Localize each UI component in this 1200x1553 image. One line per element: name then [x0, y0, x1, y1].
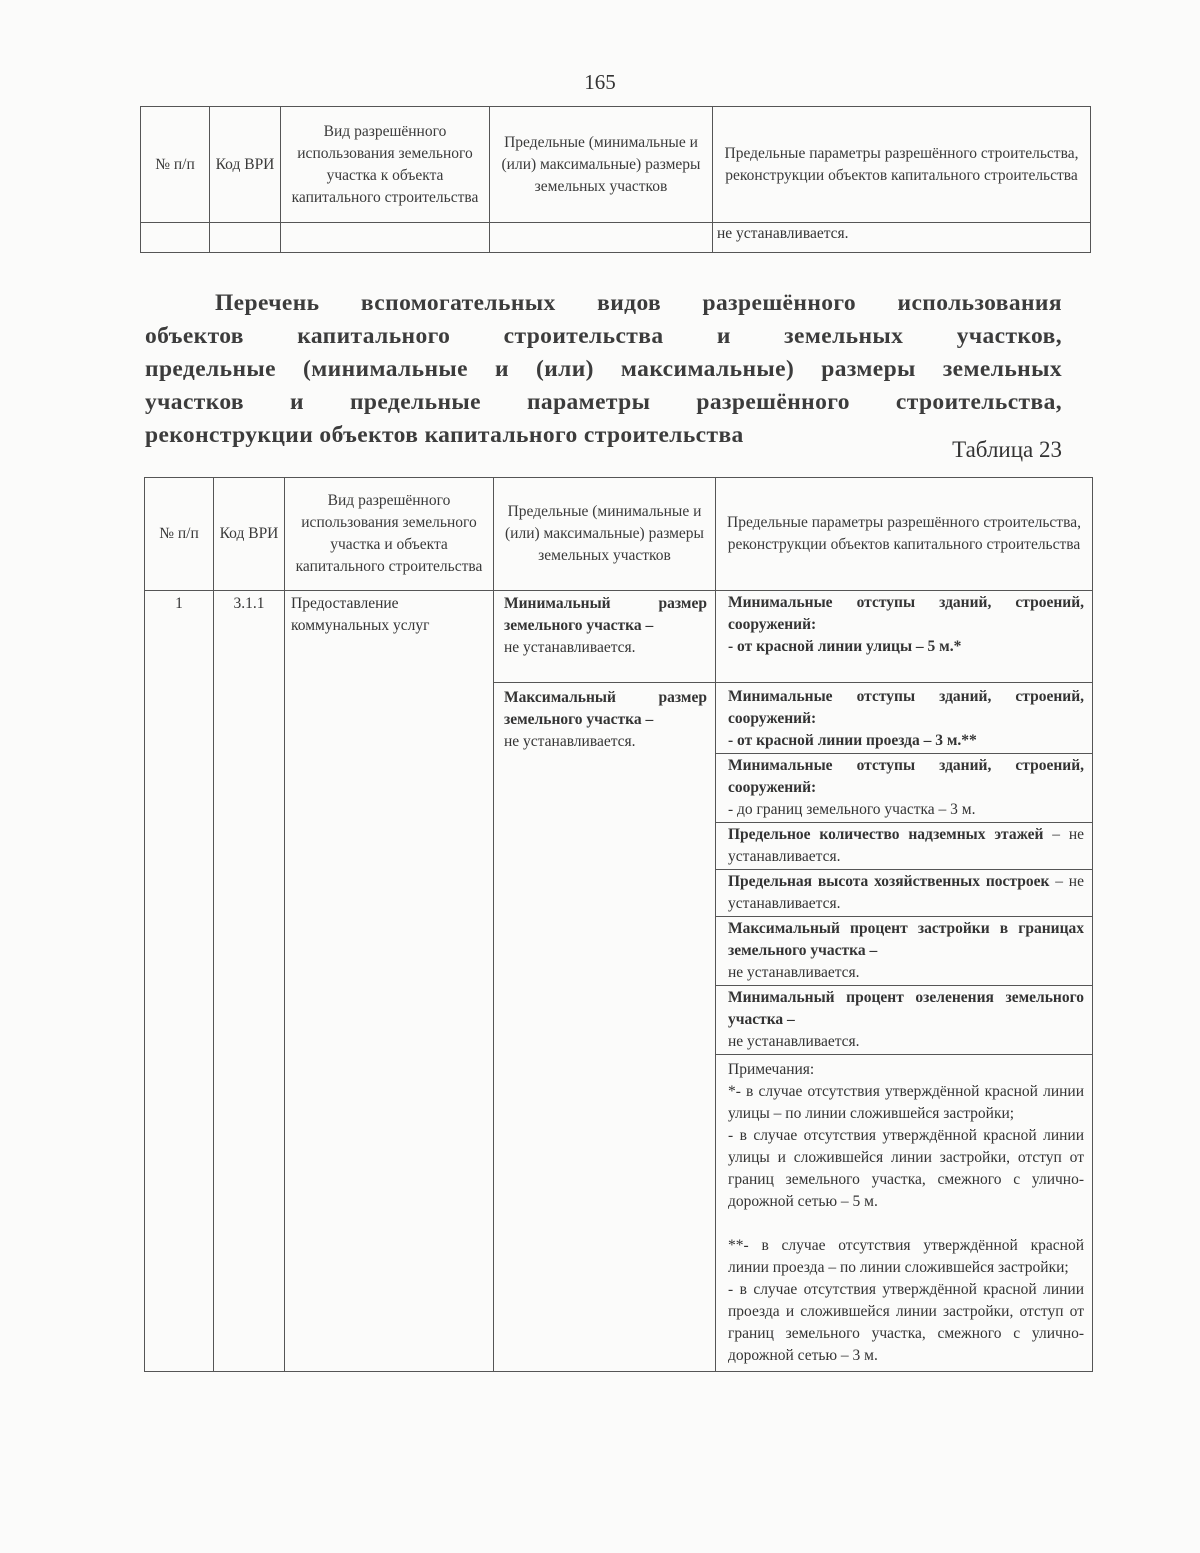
header-num: № п/п	[145, 478, 214, 591]
empty-cell	[281, 223, 490, 253]
param-5-value: – не устанавливается.	[728, 873, 1084, 912]
param-7-value: не устанавливается.	[728, 1033, 860, 1050]
header-num: № п/п	[141, 107, 210, 223]
notes-spacer	[728, 1213, 1084, 1235]
header-params: Предельные параметры разрешённого строительства, реконструкции объектов капитального строительства	[716, 478, 1093, 591]
size-min-value: не устанавливается.	[504, 639, 636, 656]
params-stack	[716, 683, 1093, 1372]
param-6-value: не устанавливается.	[728, 964, 860, 981]
header-sizes: Предельные (минимальные и (или) максимальные) размеры земельных участков	[490, 107, 713, 223]
param-1-value: - от красной линии улицы – 5 м.*	[728, 638, 962, 655]
param-6	[716, 917, 1092, 986]
size-min-cell	[494, 591, 716, 683]
heading-line: участков и предельные параметры разрешённого строительства,	[145, 389, 1062, 415]
page-number: 165	[584, 70, 616, 94]
params-tail: не устанавливается.	[713, 223, 1091, 253]
header-code: Код ВРИ	[210, 107, 281, 223]
param-3-title: Минимальные отступы зданий, строений, сооружений:	[728, 757, 1084, 796]
param-5-title: Предельная высота хозяйственных построек	[728, 873, 1050, 890]
param-1	[716, 591, 1093, 683]
param-4	[716, 823, 1092, 870]
note-4: - в случае отсутствия утверждённой красной линии проезда и сложившейся линии застройки, отступ от границ земельного участка, смежного с улично-дорожной сетью – 3 м.	[728, 1281, 1084, 1364]
heading-line: предельные (минимальные и (или) максимальные) размеры земельных	[145, 356, 1062, 382]
header-code: Код ВРИ	[214, 478, 285, 591]
header-kind: Вид разрешённого использования земельного участка к объекта капитального строительства	[281, 107, 490, 223]
param-4-title: Предельное количество надземных этажей	[728, 826, 1044, 843]
section-heading	[145, 287, 1062, 452]
row-num: 1	[145, 591, 214, 1372]
continuation-table	[140, 106, 1091, 253]
table-caption: Таблица 23	[952, 437, 1062, 462]
notes	[716, 1055, 1092, 1372]
param-3	[716, 754, 1092, 823]
row-code: 3.1.1	[214, 591, 285, 1372]
param-7	[716, 986, 1092, 1055]
heading-line: реконструкции объектов капитального строительства	[145, 422, 744, 448]
param-1-title: Минимальные отступы зданий, строений, сооружений:	[728, 594, 1084, 633]
param-3-value: - до границ земельного участка – 3 м.	[728, 801, 976, 818]
param-6-title: Максимальный процент застройки в границах земельного участка –	[728, 920, 1084, 959]
notes-title: Примечания:	[728, 1061, 815, 1078]
size-max-label: Максимальный размер земельного участка –	[504, 689, 707, 728]
header-sizes: Предельные (минимальные и (или) максимальные) размеры земельных участков	[494, 478, 716, 591]
header-kind: Вид разрешённого использования земельного участка и объекта капитального строительства	[285, 478, 494, 591]
empty-cell	[210, 223, 281, 253]
param-2-title: Минимальные отступы зданий, строений, сооружений:	[728, 688, 1084, 727]
empty-cell	[490, 223, 713, 253]
param-7-title: Минимальный процент озеленения земельного участка –	[728, 989, 1084, 1028]
empty-cell	[141, 223, 210, 253]
note-2: - в случае отсутствия утверждённой красной линии улицы и сложившейся линии застройки, отступ от границ земельного участка, смежного с улично-дорожной сетью – 5 м.	[728, 1127, 1084, 1210]
size-min-label: Минимальный размер земельного участка –	[504, 595, 707, 634]
param-5	[716, 870, 1092, 917]
param-2-value: - от красной линии проезда – 3 м.**	[728, 732, 977, 749]
params-inner-table	[716, 683, 1092, 1371]
row-kind: Предоставление коммунальных услуг	[285, 591, 494, 1372]
heading-line: Перечень вспомогательных видов разрешённого использования	[215, 290, 1062, 316]
note-3: **- в случае отсутствия утверждённой красной линии проезда – по линии сложившейся застройки;	[728, 1237, 1084, 1276]
size-max-cell	[494, 683, 716, 1372]
main-table	[144, 477, 1093, 1372]
size-max-value: не устанавливается.	[504, 733, 636, 750]
header-params: Предельные параметры разрешённого строительства, реконструкции объектов капитального строительства	[713, 107, 1091, 223]
heading-line: объектов капитального строительства и земельных участков,	[145, 323, 1062, 349]
param-2	[716, 683, 1092, 754]
note-1: *- в случае отсутствия утверждённой красной линии улицы – по линии сложившейся застройки;	[728, 1083, 1084, 1122]
param-4-value: – не устанавливается.	[728, 826, 1084, 865]
